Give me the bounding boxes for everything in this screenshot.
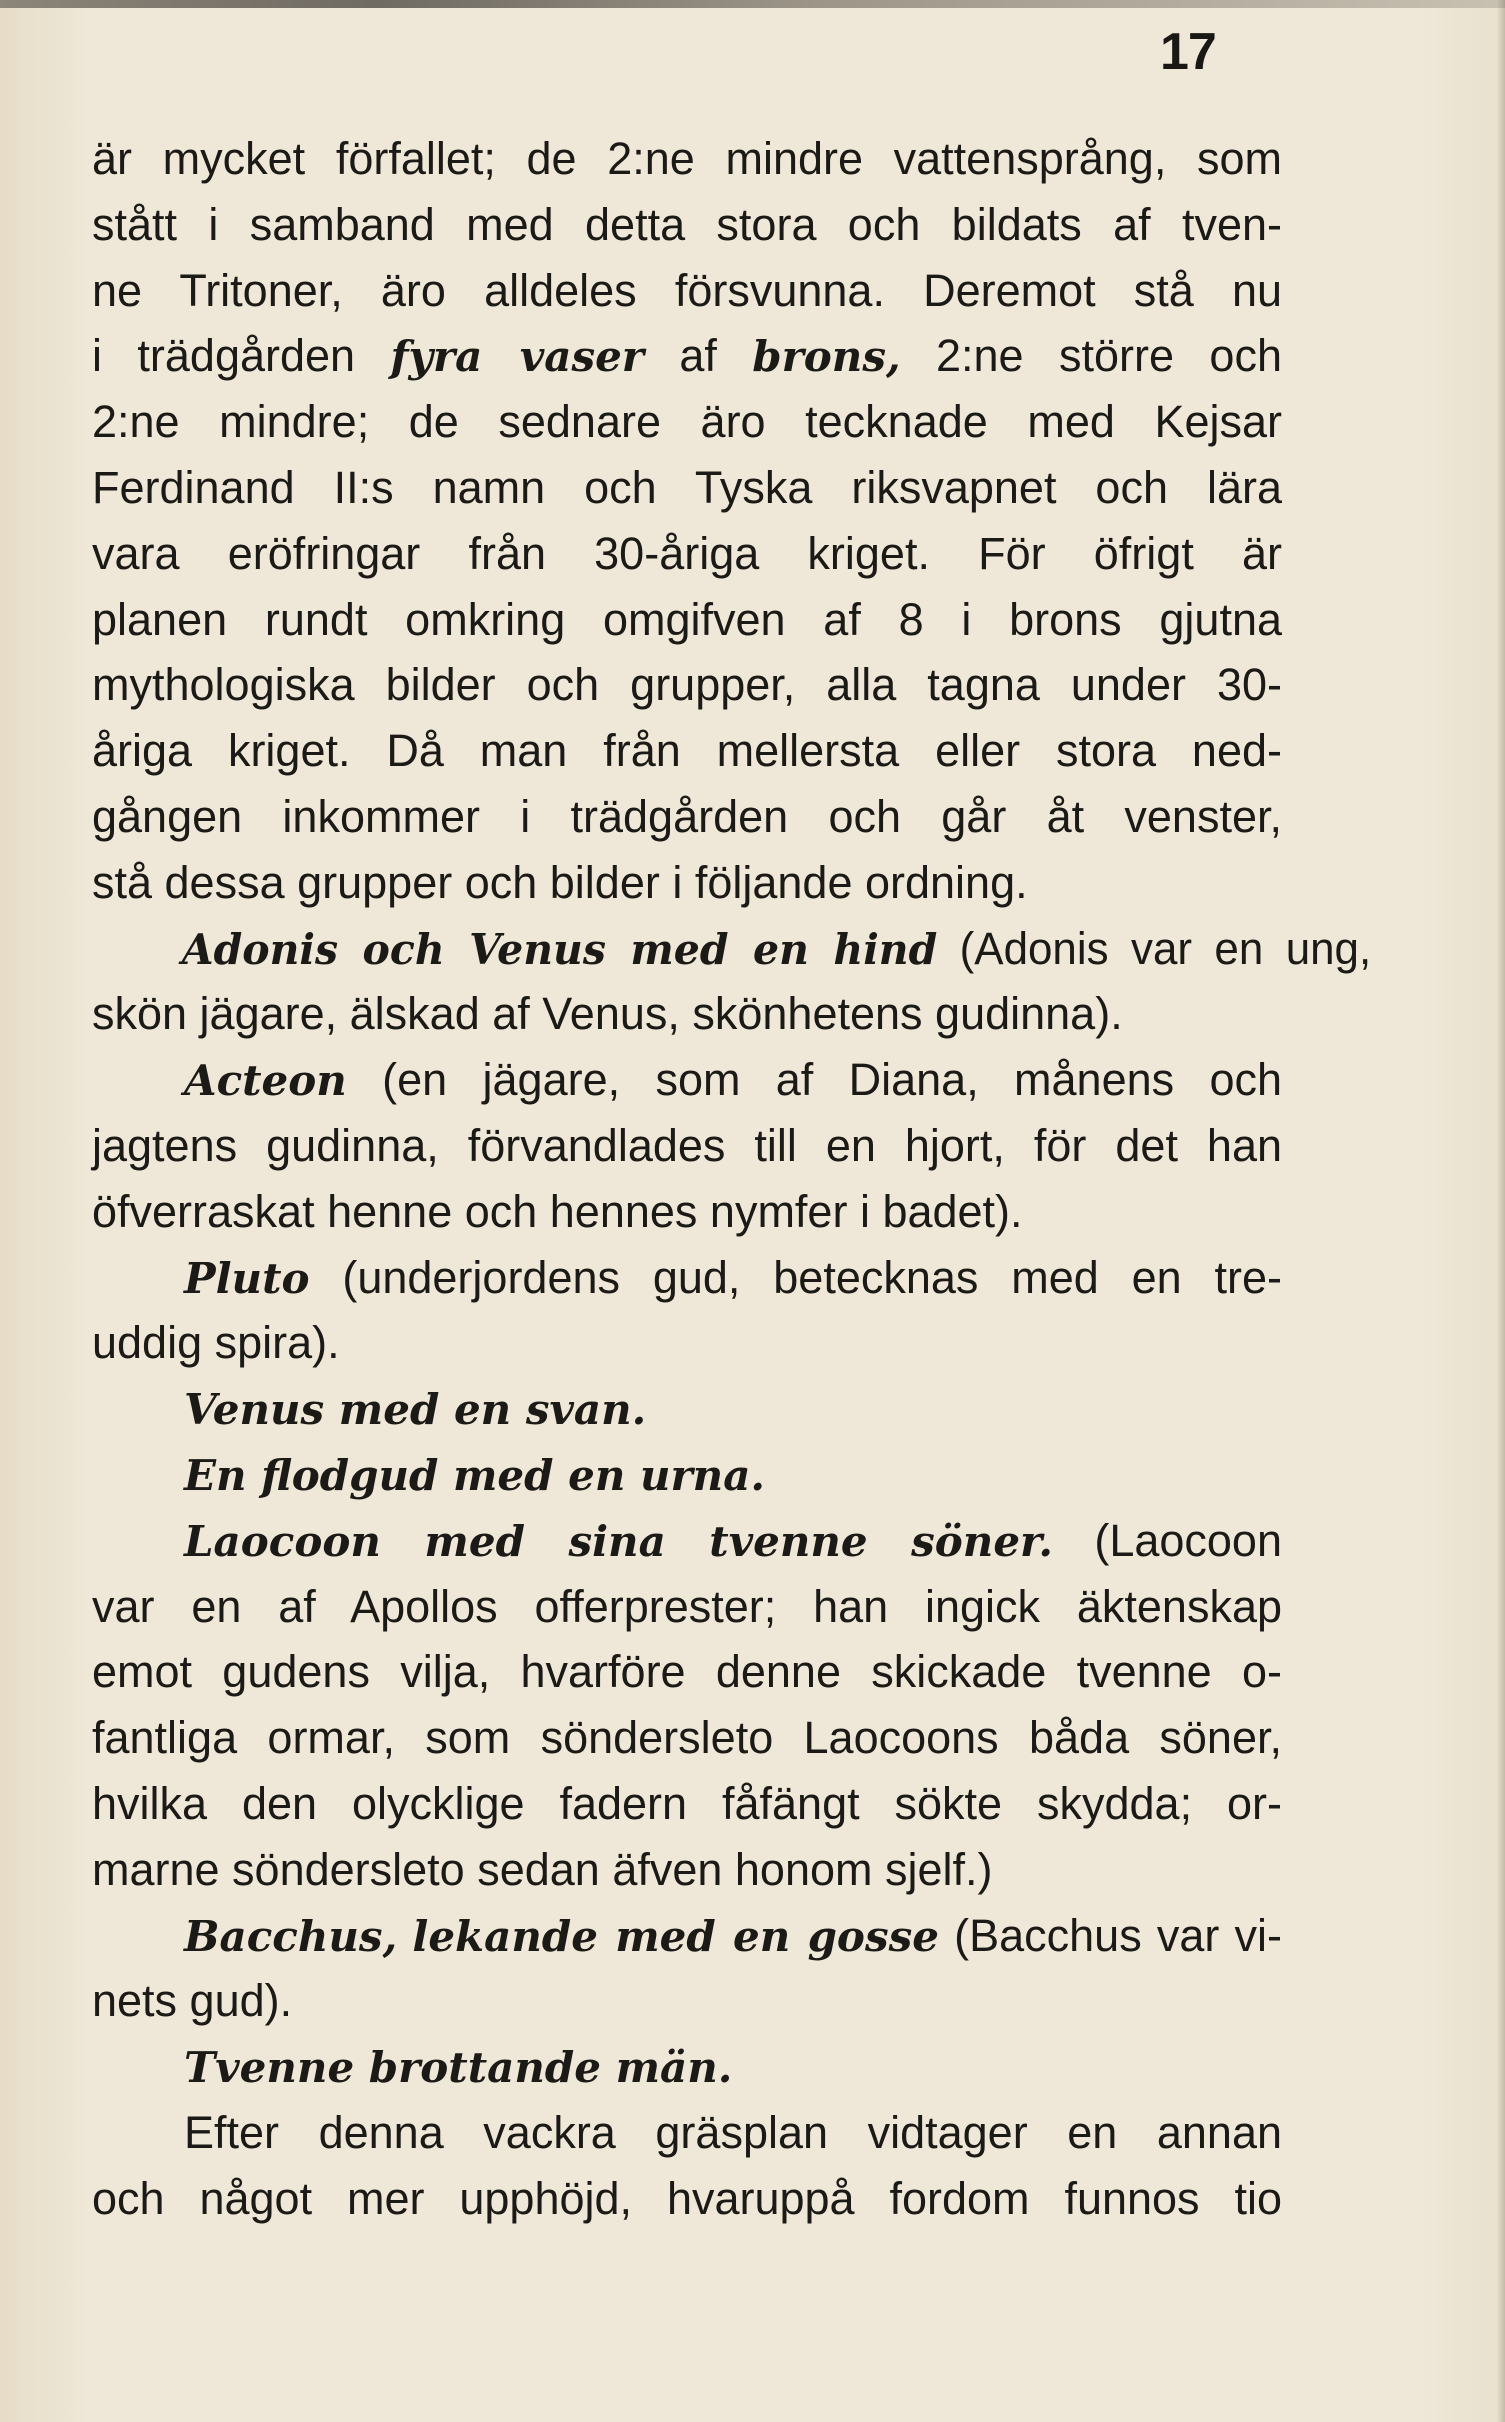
page-number: 17 (1160, 23, 1216, 81)
text-segment: ne Tritoner, äro alldeles försvunna. Deremot stå nu (92, 264, 1282, 316)
text-line (92, 192, 1282, 258)
italic-phrase: Adonis och Venus med en hind (181, 924, 938, 974)
text-line (92, 1245, 1282, 1311)
text-line (92, 126, 1282, 192)
text-segment: var en af Apollos offerprester; han ingick äktenskap (92, 1580, 1282, 1632)
text-line (92, 1639, 1282, 1705)
text-segment: skön jägare, älskad af Venus, skönhetens gudinna). (92, 988, 1123, 1040)
text-line (92, 1837, 1282, 1903)
text-segment: gången inkommer i trädgården och går åt venster, (92, 790, 1282, 842)
text-line (92, 850, 1282, 916)
text-line (92, 916, 1371, 982)
text-segment: nets gud). (92, 1975, 293, 2027)
text-segment: åriga kriget. Då man från mellersta eller stora ned- (92, 725, 1282, 777)
text-line (92, 784, 1282, 850)
page-top-edge (0, 0, 1505, 8)
text-line (92, 1771, 1282, 1837)
page-right-edge (1497, 0, 1505, 2422)
text-segment: emot gudens vilja, hvarföre denne skickade tvenne o- (92, 1646, 1282, 1698)
text-line (92, 258, 1282, 324)
italic-phrase: lekande med en gosse (412, 1911, 939, 1961)
italic-phrase: brons, (752, 332, 901, 382)
text-segment: i trädgården (92, 330, 391, 382)
text-segment: stå dessa grupper och bilder i följande ordning. (92, 856, 1028, 908)
text-segment: (Laocoon (1052, 1514, 1282, 1566)
text-segment: vara eröfringar från 30-åriga kriget. För öfrigt är (92, 527, 1282, 579)
italic-phrase: Laocoon med sina tvenne söner. (184, 1516, 1053, 1566)
text-segment: (Adonis var en ung, (937, 922, 1372, 974)
italic-phrase: fyra vaser (390, 332, 644, 382)
text-segment: marne söndersleto sedan äfven honom sjelf.) (92, 1843, 993, 1895)
text-line (92, 1968, 1282, 2034)
text-line (92, 587, 1282, 653)
text-line (92, 2034, 1282, 2100)
italic-phrase: Tvenne brottande män. (184, 2043, 733, 2093)
italic-phrase: En flodgud med en urna. (184, 1450, 766, 1500)
text-line (92, 389, 1282, 455)
text-line (92, 1508, 1282, 1574)
text-segment: (en jägare, som af Diana, månens och (346, 1054, 1282, 1106)
text-line (92, 1113, 1282, 1179)
text-line (92, 1574, 1282, 1640)
text-line (92, 1903, 1282, 1969)
text-line (92, 1179, 1282, 1245)
text-segment: planen rundt omkring omgifven af 8 i brons gjutna (92, 593, 1282, 645)
text-line (92, 455, 1282, 521)
italic-phrase: Venus med en svan. (184, 1385, 647, 1435)
body-text (92, 126, 1372, 2232)
text-segment: 2:ne större och (900, 330, 1282, 382)
text-line (92, 1705, 1282, 1771)
text-segment: mythologiska bilder och grupper, alla tagna under 30- (92, 659, 1282, 711)
text-segment: jagtens gudinna, förvandlades till en hjort, för det han (92, 1119, 1282, 1171)
text-line (92, 521, 1282, 587)
text-segment: och något mer upphöjd, hvaruppå fordom funnos tio (92, 2172, 1282, 2224)
text-segment: uddig spira). (92, 1317, 340, 1369)
text-segment (397, 1910, 412, 1961)
text-line (92, 323, 1282, 389)
text-segment: (Bacchus var vi- (938, 1909, 1282, 1961)
text-line (92, 652, 1282, 718)
text-segment: (underjordens gud, betecknas med en tre- (309, 1251, 1282, 1303)
text-segment: hvilka den olycklige fadern fåfängt sökte skydda; or- (92, 1777, 1282, 1829)
text-segment: öfverraskat henne och hennes nymfer i badet). (92, 1185, 1023, 1237)
italic-phrase: Pluto (184, 1253, 310, 1303)
text-segment: Ferdinand II:s namn och Tyska riksvapnet och lära (92, 461, 1282, 513)
text-line (92, 2100, 1282, 2166)
text-line (92, 1310, 1282, 1376)
italic-phrase: Bacchus, (184, 1911, 398, 1961)
text-segment: fantliga ormar, som söndersleto Laocoons båda söner, (92, 1712, 1282, 1764)
text-line (92, 718, 1282, 784)
text-segment: är mycket förfallet; de 2:ne mindre vattensprång, som (92, 133, 1282, 184)
text-segment: stått i samband med detta stora och bildats af tven- (92, 198, 1282, 250)
text-segment: 2:ne mindre; de sednare äro tecknade med Kejsar (92, 396, 1282, 448)
text-segment: Efter denna vackra gräsplan vidtager en annan (184, 2106, 1282, 2158)
text-line (92, 1047, 1282, 1113)
italic-phrase: Acteon (184, 1056, 347, 1106)
text-line (92, 1442, 1282, 1508)
text-line (92, 981, 1282, 1047)
text-line (92, 2166, 1282, 2232)
text-segment: af (643, 330, 753, 382)
text-line (92, 1376, 1282, 1442)
